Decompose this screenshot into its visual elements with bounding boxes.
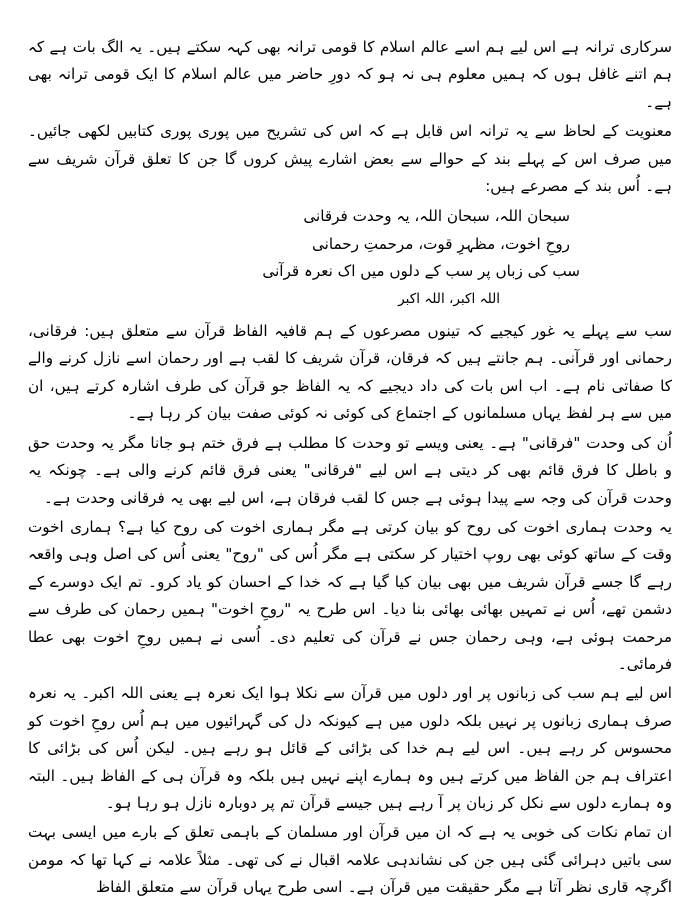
document-body: [28, 34, 672, 902]
verse-line-4: اللہ اکبر، اللہ اکبر: [398, 290, 500, 307]
verse-line-1: سبحان اللہ، سبحان اللہ، یہ وحدت فرقانی: [303, 207, 570, 226]
verse-line-2: روحِ اخوت، مظہرِ قوت، مرحمتِ رحمانی: [311, 234, 570, 253]
paragraph-4: اُن کی وحدت "فرقانی" ہے۔ یعنی ویسے تو وحدت کا مطلب ہے فرق ختم ہو جانا مگر یہ وحدت حق و باطل کا فرق قائم بھی کر دیتی ہے اس لیے "فرقانی" یعنی فرق قائم کرنے والی ہے۔ چونکہ یہ وحدت قرآن کی وجہ سے پیدا ہوئی ہے جس کا لقب فرقان ہے، اس لیے بھی یہ فرقانی وحدت ہے۔: [28, 433, 672, 507]
verse-line-3: سب کی زباں پر سب کے دلوں میں اک نعرہ قرآنی: [262, 262, 580, 281]
paragraph-1: سرکاری ترانہ ہے اس لیے ہم اسے عالم اسلام کا قومی ترانہ بھی کہہ سکتے ہیں۔ یہ الگ بات ہے کہ ہم اتنے غافل ہوں کہ ہمیں معلوم ہی نہ ہو کہ دورِ حاضر میں عالم اسلام کا ایک قومی ترانہ بھی ہے۔: [28, 38, 672, 111]
paragraph-3: سب سے پہلے یہ غور کیجیے کہ تینوں مصرعوں کے ہم قافیہ الفاظ قرآن سے متعلق ہیں: فرقانی، رحمانی اور قرآنی۔ ہم جانتے ہیں کہ فرقان، قرآن شریف کا لقب ہے اور رحمان اسے نازل کرنے والے کا صفاتی نام ہے۔ اب اس بات کی داد دیجیے کہ یہ الفاظ جو قرآن کی طرف اشارہ کرتے ہیں، ان میں سے ہر لفظ یہاں مسلمانوں کے اجتماع کی کوئی نہ کوئی صفت بیان کر رہا ہے۔: [28, 322, 672, 423]
verse-block: [28, 203, 672, 313]
paragraph-5: یہ وحدت ہماری اخوت کی روح کو بیان کرتی ہے مگر ہماری اخوت کی روح کیا ہے؟ ہماری اخوت وقت کے ساتھ کوئی بھی روپ اختیار کر سکتی ہے مگر اُس کی "روح" یعنی اُس کی اصل وہی واقعہ رہے گا جسے قرآن شریف میں بھی بیان کیا گیا ہے کہ خدا کے احسان کو یاد کرو۔ تم ایک دوسرے کے دشمن تھے، اُس نے تمہیں بھائی بھائی بنا دیا۔ اس طرح یہ "روحِ اخوت" ہمیں رحمان کی طرف سے مرحمت ہوئی ہے، وہی رحمان جس نے قرآن کی تعلیم دی۔ اُسی نے ہمیں روحِ اخوت بھی عطا فرمائی۔: [28, 517, 672, 673]
paragraph-7: ان تمام نکات کی خوبی یہ ہے کہ ان میں قرآن اور مسلمان کے باہمی تعلق کے بارے میں ایسی بہت سی باتیں دہرائی گئی ہیں جن کی نشاندہی علامہ اقبال نے کی تھی۔ مثلاً علامہ نے کہا تھا کہ مومن اگرچہ قاری نظر آتا ہے مگر حقیقت میں قرآن ہے۔ اسی طرح یہاں قرآن سے متعلق الفاظ: [28, 823, 672, 897]
paragraph-6: اس لیے ہم سب کی زبانوں پر اور دلوں میں قرآن سے نکلا ہوا ایک نعرہ ہے یعنی اللہ اکبر۔ یہ نعرہ صرف ہماری زبانوں پر نہیں بلکہ دلوں میں ہے کیونکہ دل کی گہرائیوں میں ہم اُس روحِ اخوت کو محسوس کر رہے ہیں۔ اس لیے ہم خدا کی بڑائی کے قائل ہو رہے ہیں۔ لیکن اُس کی بڑائی کا اعتراف ہم جن الفاظ میں کرتے ہیں وہ ہمارے اپنے نہیں ہیں بلکہ وہ قرآن ہی کے الفاظ ہیں۔ البتہ وہ ہمارے دلوں سے نکل کر زبان پر آ رہے ہیں جیسے قرآن تم پر دوبارہ نازل ہو رہا ہو۔: [28, 684, 672, 812]
paragraph-2: معنویت کے لحاظ سے یہ ترانہ اس قابل ہے کہ اس کی تشریح میں پوری پوری کتابیں لکھی جائیں۔ میں صرف اس کے پہلے بند کے حوالے سے بعض اشارے پیش کروں گا جن کا تعلق قرآن شریف سے ہے۔ اُس بند کے مصرعے ہیں:: [28, 122, 672, 196]
